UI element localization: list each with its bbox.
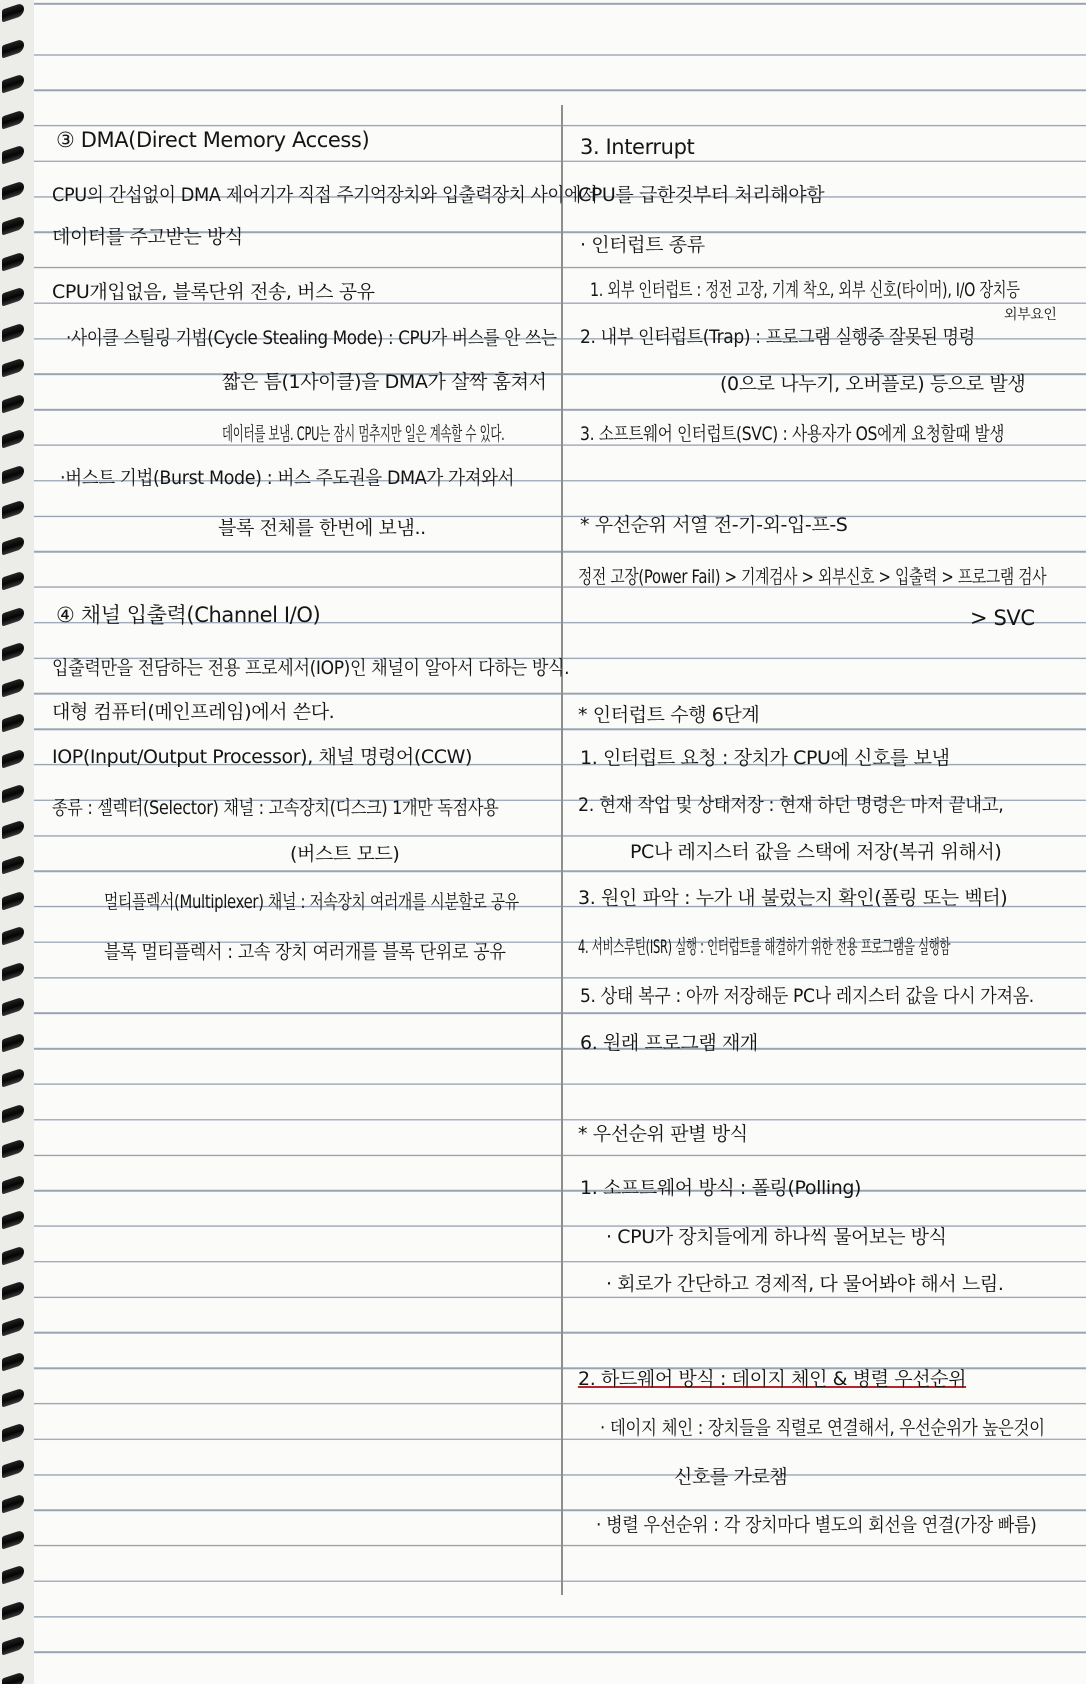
binding-ring [2,464,24,484]
spiral-binding [0,0,34,1684]
channel-line: IOP(Input/Output Processor), 채널 명령어(CCW) [52,746,473,768]
processing-step: 6. 원래 프로그램 재개 [580,1032,758,1054]
interrupt-line: 2. 내부 인터럽트(Trap) : 프로그램 실행중 잘못된 명령 [580,326,975,348]
dma-line: ·버스트 기법(Burst Mode) : 버스 주도권을 DMA가 가져와서 [60,467,515,489]
priority-order-tail: > SVC [970,606,1035,630]
software-method-line: · CPU가 장치들에게 하나씩 물어보는 방식 [606,1226,947,1248]
binding-ring [2,1422,24,1442]
binding-ring [2,1387,24,1407]
binding-ring [2,854,24,874]
binding-ring [2,1174,24,1194]
binding-ring [2,1280,24,1300]
binding-ring [2,1138,24,1158]
binding-ring [2,1067,24,1087]
binding-ring [2,606,24,626]
binding-ring [2,819,24,839]
binding-ring [2,1635,24,1655]
processing-step: 2. 현재 작업 및 상태저장 : 현재 하던 명령은 마저 끝내고, [578,794,1004,816]
processing-step: PC나 레지스터 값을 스택에 저장(복귀 위해서) [630,841,1002,863]
binding-ring [2,180,24,200]
channel-heading: ④ 채널 입출력(Channel I/O) [56,603,321,627]
dma-line: ·사이클 스틸링 기법(Cycle Stealing Mode) : CPU가 버스를 안 쓰는 [66,327,557,349]
binding-ring [2,499,24,519]
binding-ring [2,925,24,945]
processing-step: 3. 원인 파악 : 누가 내 불렀는지 확인(폴링 또는 벡터) [578,887,1008,909]
channel-line: 종류 : 셀렉터(Selector) 채널 : 고속장치(디스크) 1개만 독점사용 [52,797,499,819]
binding-ring [2,73,24,93]
binding-ring [2,1458,24,1478]
binding-ring [2,890,24,910]
binding-ring [2,38,24,58]
hardware-method-line: · 데이지 체인 : 장치들을 직렬로 연결해서, 우선순위가 높은것이 [600,1417,1045,1439]
processing-step: 5. 상태 복구 : 아까 저장해둔 PC나 레지스터 값을 다시 가져옴. [580,985,1034,1007]
binding-ring [2,641,24,661]
interrupt-heading: 3. Interrupt [580,135,695,159]
software-method-title: 1. 소프트웨어 방식 : 폴링(Polling) [580,1177,862,1199]
binding-ring [2,961,24,981]
processing-step: 4. 서비스루틴(ISR) 실행 : 인터럽트를 해결하기 위한 전용 프로그램을 실행함 [578,936,951,958]
binding-ring [2,1564,24,1584]
channel-line: 멀티플렉서(Multiplexer) 채널 : 저속장치 여러개를 시분할로 공유 [104,891,519,913]
binding-ring [2,1316,24,1336]
channel-line: (버스트 모드) [290,843,400,865]
binding-ring [2,1529,24,1549]
binding-ring [2,996,24,1016]
binding-ring [2,1351,24,1371]
channel-line: 대형 컴퓨터(메인프레임)에서 쓴다. [52,701,335,723]
interrupt-line: (0으로 나누기, 오버플로) 등으로 발생 [720,373,1026,395]
dma-line: 데이터를 보냄. CPU는 잠시 멈추지만 일은 계속할 수 있다. [222,423,505,445]
binding-ring [2,1103,24,1123]
binding-ring [2,251,24,271]
binding-ring [2,1245,24,1265]
binding-ring [2,1493,24,1513]
interrupt-line: 1. 외부 인터럽트 : 정전 고장, 기계 착오, 외부 신호(타이머), I/O 장치등 [590,279,1020,301]
dma-line: CPU개입없음, 블록단위 전송, 버스 공유 [52,281,375,303]
dma-line: 블록 전체를 한번에 보냄.. [218,517,426,539]
binding-ring [2,783,24,803]
hardware-method-line: 신호를 가로챔 [674,1466,788,1488]
channel-line: 블록 멀티플렉서 : 고속 장치 여러개를 블록 단위로 공유 [104,941,506,963]
channel-line: 입출력만을 전담하는 전용 프로세서(IOP)인 채널이 알아서 다하는 방식. [52,657,570,679]
binding-ring [2,1671,24,1684]
binding-ring [2,712,24,732]
binding-ring [2,322,24,342]
priority-order-heading: * 우선순위 서열 전-기-외-입-프-S [580,514,848,536]
binding-ring [2,393,24,413]
binding-ring [2,109,24,129]
binding-ring [2,570,24,590]
priority-methods-heading: * 우선순위 판별 방식 [578,1123,748,1145]
interrupt-line: CPU를 급한것부터 처리해야함 [578,184,825,206]
binding-ring [2,535,24,555]
dma-line: 짧은 틈(1사이클)을 DMA가 살짝 훔쳐서 [222,371,547,393]
binding-ring [2,286,24,306]
interrupt-line: · 인터럽트 종류 [580,234,705,256]
processing-heading: * 인터럽트 수행 6단계 [578,704,760,726]
binding-ring [2,215,24,235]
binding-ring [2,1600,24,1620]
software-method-line: · 회로가 간단하고 경제적, 다 물어봐야 해서 느림. [606,1273,1004,1295]
interrupt-line: 외부요인 [1004,307,1057,323]
binding-ring [2,428,24,448]
processing-step: 1. 인터럽트 요청 : 장치가 CPU에 신호를 보냄 [580,747,950,769]
dma-heading: ③ DMA(Direct Memory Access) [56,128,370,152]
binding-ring [2,144,24,164]
hardware-method-title [578,1367,966,1391]
binding-ring [2,357,24,377]
binding-ring [2,1209,24,1229]
binding-ring [2,677,24,697]
binding-ring [2,748,24,768]
binding-ring [2,2,24,22]
interrupt-line: 3. 소프트웨어 인터럽트(SVC) : 사용자가 OS에게 요청할때 발생 [580,423,1005,445]
priority-order-line: 정전 고장(Power Fail) > 기계검사 > 외부신호 > 입출력 > 프로그램 검사 [578,566,1047,588]
hardware-method-title-text: 2. 하드웨어 방식 : 데이지 체인 & 병렬 우선순위 [578,1368,967,1390]
dma-line: CPU의 간섭없이 DMA 제어기가 직접 주기억장치와 입출력장치 사이에서 [52,184,598,206]
binding-ring [2,1032,24,1052]
column-divider [561,105,563,1595]
hardware-method-line: · 병렬 우선순위 : 각 장치마다 별도의 회선을 연결(가장 빠름) [596,1514,1037,1536]
dma-line: 데이터를 주고받는 방식 [52,226,243,248]
